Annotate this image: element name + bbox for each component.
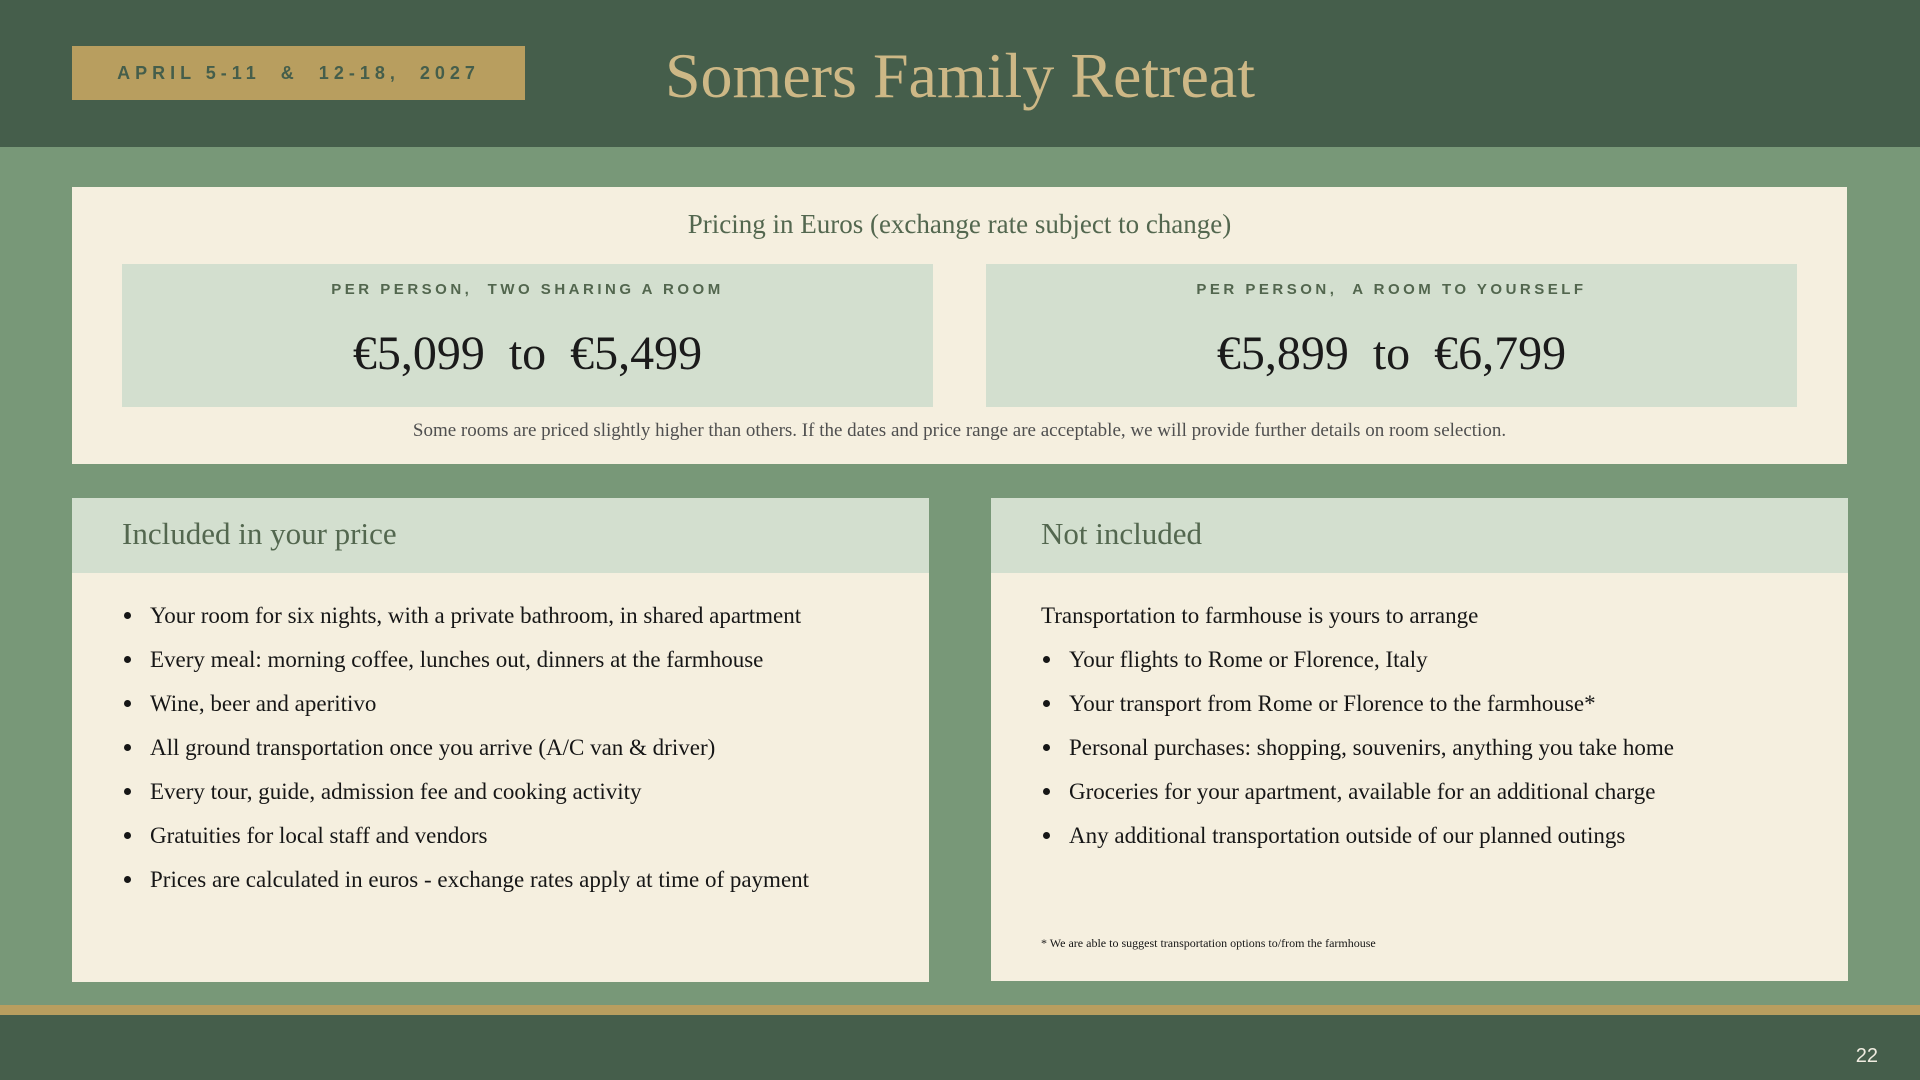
bullet-icon bbox=[1043, 788, 1050, 795]
list-item-text: Your room for six nights, with a private bathroom, in shared apartment bbox=[150, 603, 802, 628]
footer-gold-stripe bbox=[0, 1005, 1920, 1015]
not-included-panel-header bbox=[991, 498, 1848, 573]
list-item-text: Groceries for your apartment, available for an additional charge bbox=[1069, 779, 1656, 804]
list-item bbox=[122, 638, 809, 682]
bullet-icon bbox=[124, 656, 131, 663]
included-panel-title: Included in your price bbox=[122, 516, 397, 551]
included-panel bbox=[72, 498, 929, 982]
bullet-icon bbox=[1043, 656, 1050, 663]
list-item bbox=[1041, 682, 1674, 726]
bullet-icon bbox=[124, 612, 131, 619]
list-item bbox=[122, 858, 809, 902]
header-band bbox=[0, 0, 1920, 147]
pricing-panel bbox=[72, 187, 1847, 464]
price-box-shared-room bbox=[122, 264, 933, 407]
bullet-icon bbox=[124, 876, 131, 883]
list-item-text: All ground transportation once you arrive (A/C van & driver) bbox=[150, 735, 716, 760]
bullet-icon bbox=[124, 700, 131, 707]
list-item-text: Gratuities for local staff and vendors bbox=[150, 823, 488, 848]
bullet-icon bbox=[124, 744, 131, 751]
list-item bbox=[1041, 726, 1674, 770]
list-item bbox=[1041, 638, 1674, 682]
list-item-text: Your flights to Rome or Florence, Italy bbox=[1069, 647, 1428, 672]
list-item bbox=[1041, 814, 1674, 858]
price-range-single-room: €5,899 to €6,799 bbox=[1216, 327, 1567, 380]
page-number: 22 bbox=[1855, 1045, 1878, 1067]
list-item bbox=[122, 814, 809, 858]
list-item-text: Every meal: morning coffee, lunches out, dinners at the farmhouse bbox=[150, 647, 764, 672]
not-included-list bbox=[1041, 638, 1674, 858]
not-included-panel-title: Not included bbox=[1041, 516, 1202, 551]
bullet-icon bbox=[124, 832, 131, 839]
list-item bbox=[122, 594, 809, 638]
list-item bbox=[122, 682, 809, 726]
included-panel-header bbox=[72, 498, 929, 573]
bullet-icon bbox=[1043, 744, 1050, 751]
list-item-text: Your transport from Rome or Florence to the farmhouse* bbox=[1069, 691, 1596, 716]
bullet-icon bbox=[1043, 700, 1050, 707]
bullet-icon bbox=[124, 788, 131, 795]
date-badge: APRIL 5-11 & 12-18, 2027 bbox=[72, 46, 525, 100]
pricing-note: Some rooms are priced slightly higher than others. If the dates and price range are acceptable, we will provide further details on room selection. bbox=[412, 420, 1507, 441]
price-label-shared-room: PER PERSON, TWO SHARING A ROOM bbox=[331, 281, 724, 298]
list-item-text: Every tour, guide, admission fee and cooking activity bbox=[150, 779, 642, 804]
list-item bbox=[122, 726, 809, 770]
list-item-text: Prices are calculated in euros - exchange rates apply at time of payment bbox=[150, 867, 810, 892]
list-item-text: Any additional transportation outside of our planned outings bbox=[1069, 823, 1626, 848]
pricing-heading: Pricing in Euros (exchange rate subject to change) bbox=[687, 209, 1232, 239]
page-title: Somers Family Retreat bbox=[664, 40, 1256, 111]
price-range-shared-room: €5,099 to €5,499 bbox=[352, 327, 703, 380]
not-included-intro: Transportation to farmhouse is yours to arrange bbox=[1041, 603, 1479, 628]
not-included-panel bbox=[991, 498, 1848, 981]
price-box-single-room bbox=[986, 264, 1797, 407]
price-label-single-room: PER PERSON, A ROOM TO YOURSELF bbox=[1196, 281, 1587, 298]
list-item-text: Wine, beer and aperitivo bbox=[150, 691, 377, 716]
footer-band bbox=[0, 1005, 1920, 1080]
transport-footnote: * We are able to suggest transportation options to/from the farmhouse bbox=[1041, 936, 1376, 950]
included-list bbox=[122, 594, 809, 902]
list-item bbox=[1041, 770, 1674, 814]
bullet-icon bbox=[1043, 832, 1050, 839]
list-item-text: Personal purchases: shopping, souvenirs, anything you take home bbox=[1069, 735, 1674, 760]
list-item bbox=[122, 770, 809, 814]
